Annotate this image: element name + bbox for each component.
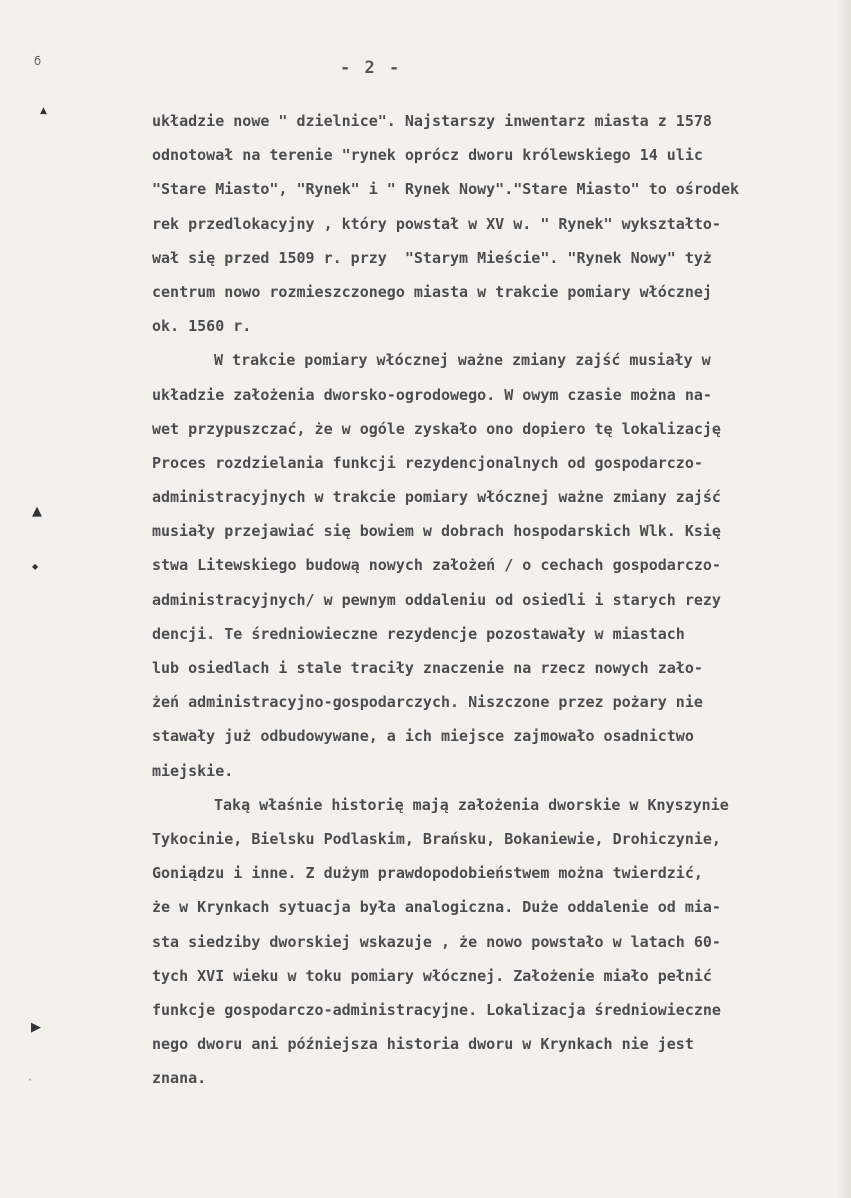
text-line: ok. 1560 r.	[152, 317, 252, 336]
text-line: administracyjnych w trakcie pomiary włócznej ważne zmiany zajść	[152, 488, 721, 507]
margin-mark: ϭ	[34, 54, 42, 68]
page-number: - 2 -	[340, 58, 402, 78]
text-line: Proces rozdzielania funkcji rezydencjonalnych od gospodarczo-	[152, 453, 703, 472]
text-line: W trakcie pomiary włócznej ważne zmiany zajść musiały w	[214, 351, 711, 370]
margin-mark: ◆	[32, 562, 39, 571]
text-line: że w Krynkach sytuacja była analogiczna. Duże oddalenie od mia-	[152, 898, 721, 917]
text-line: musiały przejawiać się bowiem w dobrach hospodarskich Wlk. Księ	[152, 522, 721, 541]
text-line: administracyjnych/ w pewnym oddaleniu od osiedli i starych rezy	[152, 590, 721, 609]
text-line: układzie nowe " dzielnice". Najstarszy inwentarz miasta z 1578	[152, 112, 712, 130]
text-line: wet przypuszczać, że w ogóle zyskało ono dopiero tę lokalizację	[152, 419, 721, 438]
text-line: sta siedziby dworskiej wskazuje , że nowo powstało w latach 60-	[152, 932, 721, 951]
text-line: stwa Litewskiego budową nowych założeń / o cechach gospodarczo-	[152, 556, 721, 575]
margin-mark: ▲	[40, 106, 47, 116]
text-line: nego dworu ani późniejsza historia dworu w Krynkach nie jest	[152, 1035, 694, 1054]
text-line: wał się przed 1509 r. przy "Starym Mieście". "Rynek Nowy" tyż	[152, 248, 712, 267]
text-line: rek przedlokacyjny , który powstał w XV w. " Rynek" wykształto-	[152, 214, 721, 233]
text-line: Goniądzu i inne. Z dużym prawdopodobieństwem można twierdzić,	[152, 864, 703, 883]
text-line: lub osiedlach i stale traciły znaczenie na rzecz nowych zało-	[152, 659, 703, 677]
text-line: odnotował na terenie "rynek oprócz dworu królewskiego 14 ulic	[152, 146, 703, 165]
margin-mark: ˄	[28, 1078, 32, 1087]
text-line: dencji. Te średniowieczne rezydencje pozostawały w miastach	[152, 624, 685, 643]
body-text	[152, 104, 812, 1095]
text-line: Tykocinie, Bielsku Podlaskim, Brańsku, Bokaniewie, Drohiczynie,	[152, 829, 721, 848]
text-line: Taką właśnie historię mają założenia dworskie w Knyszynie	[214, 795, 729, 814]
page-edge	[837, 0, 851, 1198]
text-line: miejskie.	[152, 761, 234, 780]
text-line: układzie założenia dworsko-ogrodowego. W owym czasie można na-	[152, 385, 712, 404]
text-line: stawały już odbudowywane, a ich miejsce zajmowało osadnictwo	[152, 727, 694, 746]
text-line: żeń administracyjno-gospodarczych. Niszczone przez pożary nie	[152, 693, 703, 712]
text-line: centrum nowo rozmieszczonego miasta w trakcie pomiary włócznej	[152, 282, 712, 301]
margin-mark: ▲	[32, 504, 42, 519]
margin-mark: ▶	[31, 1020, 41, 1035]
text-line: "Stare Miasto", "Rynek" i " Rynek Nowy"."Stare Miasto" to ośrodek	[152, 180, 739, 199]
text-line: znana.	[152, 1069, 207, 1088]
text-line: tych XVI wieku w toku pomiary włócznej. Założenie miało pełnić	[152, 966, 712, 985]
text-line: funkcje gospodarczo-administracyjne. Lokalizacja średniowieczne	[152, 1000, 721, 1019]
